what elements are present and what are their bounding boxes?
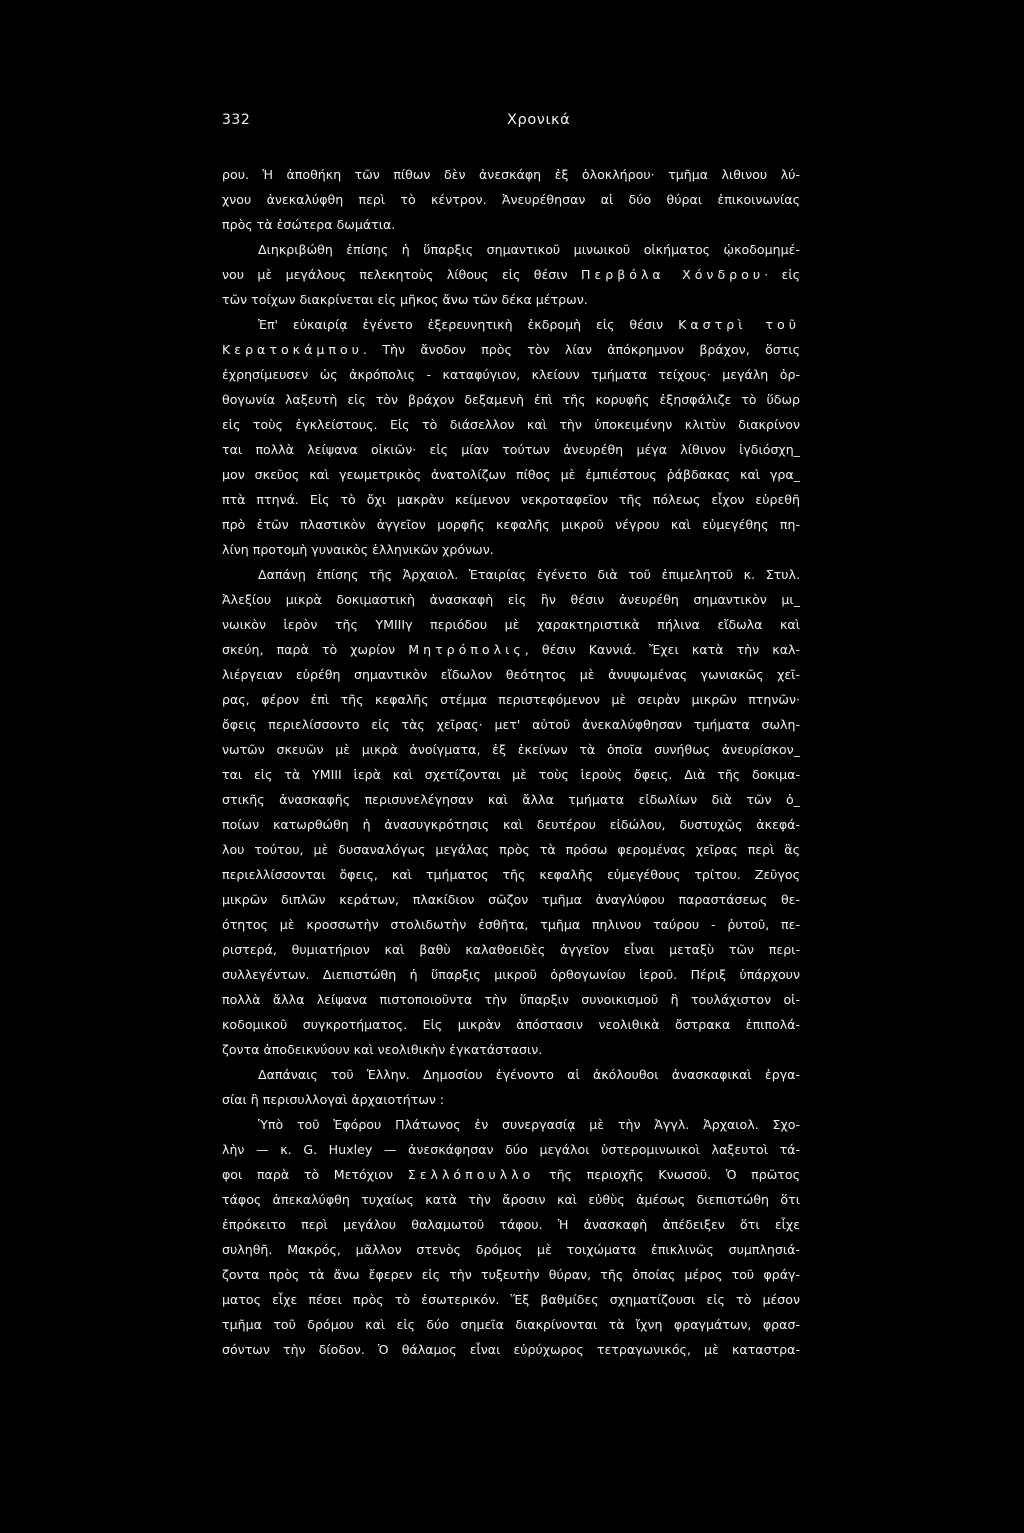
line-text: στικῆς ἀνασκαφῆς περισυνελέγησαν καὶ ἄλλα τμήματα εἰδωλίων διὰ τῶν ὁ_ [222, 792, 800, 807]
line-text: τῆς περιοχῆς Κνωσοῦ. Ὁ πρῶτος [534, 1167, 800, 1182]
paragraph [222, 162, 800, 237]
line-text: ματος εἶχε πέσει πρὸς τὸ ἐσωτερικόν. Ἕξ βαθμίδες σχηματίζουσι εἰς τὸ μέσον [222, 1292, 800, 1307]
line-text: πολλὰ ἄλλα λείψανα πιστοποιοῦντα τὴν ὕπαρξιν συνοικισμοῦ ἢ τουλάχιστον οἰ- [222, 992, 800, 1007]
letterspaced-place-name: Καστρὶ τοῦ [678, 317, 800, 332]
line-text: ζοντα ἀποδεικνύουν καὶ νεολιθικὴν ἐγκατάστασιν. [222, 1042, 543, 1057]
text-line [222, 212, 800, 237]
line-text: ζοντα πρὸς τὰ ἄνω ἔφερεν εἰς τὴν τυξευτὴν θύραν, τῆς ὁποίας μέρος τοῦ φράγ- [222, 1267, 800, 1282]
line-text: τάφος ἀπεκαλύφθη τυχαίως κατὰ τὴν ἄροσιν καὶ εὐθὺς ἀμέσως διεπιστώθη ὅτι [222, 1192, 800, 1207]
text-line [222, 787, 800, 812]
paragraph [222, 562, 800, 1062]
line-text: σίαι ἢ περισυλλογαὶ ἀρχαιοτήτων : [222, 1092, 445, 1107]
letterspaced-place-name: Σελλόπουλλο [407, 1167, 535, 1182]
line-text: χνου ἀνεκαλύφθη περὶ τὸ κέντρον. Ἀνευρέθησαν αἱ δύο θύραι ἐπικοινωνίας [222, 192, 800, 207]
text-line [222, 262, 800, 287]
line-text: Ὑπὸ τοῦ Ἐφόρου Πλάτωνος ἐν συνεργασίᾳ μὲ τὴν Ἀγγλ. Ἀρχαιολ. Σχο- [258, 1117, 800, 1132]
text-line [222, 1262, 800, 1287]
text-line [222, 462, 800, 487]
text-line [222, 1237, 800, 1262]
line-text: κοδομικοῦ συγκροτήματος. Εἰς μικρὰν ἀπόστασιν νεολιθικὰ ὄστρακα ἐπιπολά- [222, 1017, 800, 1032]
line-text: · εἰς [764, 267, 800, 282]
line-text: πρὸς τὰ ἐσώτερα δωμάτια. [222, 217, 396, 232]
line-text: λὴν — κ. G. Huxley — ἀνεσκάφησαν δύο μεγάλοι ὑστερομινωικοὶ λαξευτοὶ τά- [222, 1142, 800, 1157]
line-text: τμῆμα τοῦ δρόμου καὶ εἰς δύο σημεῖα διακρίνονται τὰ ἴχνη φραγμάτων, φρασ- [222, 1317, 800, 1332]
line-text: Ἐπ' εὐκαιρίᾳ ἐγένετο ἐξερευνητικὴ ἐκδρομὴ εἰς θέσιν [258, 317, 679, 332]
line-text: ται πολλὰ λείψανα οἰκιῶν· εἰς μίαν τούτων ἀνευρέθη μέγα λίθινον ἰγδιόσχη_ [222, 442, 800, 457]
text-line [222, 837, 800, 862]
line-text: ἐπρόκειτο περὶ μεγάλου θαλαμωτοῦ τάφου. Ἡ ἀνασκαφὴ ἀπέδειξεν ὅτι εἶχε [222, 1217, 800, 1232]
text-line [222, 1212, 800, 1237]
text-line [222, 287, 800, 312]
text-line [222, 737, 800, 762]
line-text: ότητος μὲ κροσσωτὴν στολιδωτὴν ἐσθῆτα, τμῆμα πηλινου ταύρου - ῥυτοῦ, πε- [222, 917, 800, 932]
paragraph [222, 1062, 800, 1112]
line-text: συλλεγέντων. Διεπιστώθη ἡ ὕπαρξις μικροῦ ὀρθογωνίου ἱεροῦ. Πέριξ ὑπάρχουν [222, 967, 800, 982]
text-line [222, 312, 800, 337]
line-text: τῶν τοίχων διακρίνεται εἰς μῆκος ἄνω τῶν δέκα μέτρων. [222, 292, 588, 307]
text-line [222, 612, 800, 637]
line-text: νωτῶν σκευῶν μὲ μικρὰ ἀνοίγματα, ἐξ ἐκείνων τὰ ὁποῖα συνήθως ἀνευρίσκον_ [222, 742, 800, 757]
text-line [222, 687, 800, 712]
line-text: λου τούτου, μὲ δυσαναλόγως μεγάλας πρὸς τὰ πρόσω φερομένας χεῖρας περὶ ἃς [222, 842, 800, 857]
line-text: ται εἰς τὰ ΥΜΙΙΙ ἱερὰ καὶ σχετίζονται μὲ τοὺς ἱεροὺς ὄφεις. Διὰ τῆς δοκιμα- [222, 767, 800, 782]
line-text: νου μὲ μεγάλους πελεκητοὺς λίθους εἰς θέσιν [222, 267, 581, 282]
text-line [222, 187, 800, 212]
running-title: Χρονικά [507, 112, 571, 128]
text-line [222, 762, 800, 787]
line-text: ὄφεις περιελίσσοντο εἰς τὰς χεῖρας· μετ' αὐτοῦ ἀνεκαλύφθησαν τμήματα σωλη- [222, 717, 800, 732]
text-line [222, 987, 800, 1012]
paragraph [222, 237, 800, 312]
letterspaced-place-name: Μητρόπολις [408, 642, 525, 657]
text-line [222, 962, 800, 987]
line-text: , θέσιν Καννιά. Ἔχει κατὰ τὴν καλ- [524, 642, 800, 657]
text-line [222, 437, 800, 462]
text-line [222, 887, 800, 912]
text-line [222, 487, 800, 512]
text-line [222, 662, 800, 687]
line-text: Δαπάναις τοῦ Ἑλλην. Δημοσίου ἐγένοντο αἱ ἀκόλουθοι ἀνασκαφικαὶ ἐργα- [258, 1067, 800, 1082]
line-text: λιέργειαν εὑρέθη σημαντικὸν εἴδωλον θεότητος μὲ ἀνυψωμένας γωνιακῶς χεῖ- [222, 667, 800, 682]
line-text: μικρῶν διπλῶν κεράτων, πλακίδιον σῶζον τμῆμα ἀναγλύφου παραστάσεως θε- [222, 892, 800, 907]
text-line [222, 362, 800, 387]
line-text: σόντων τὴν δίοδον. Ὁ θάλαμος εἶναι εὐρύχωρος τετραγωνικός, μὲ καταστρα- [222, 1342, 800, 1357]
line-text: φοι παρὰ τὸ Μετόχιον [222, 1167, 408, 1182]
line-text: Δαπάνῃ ἐπίσης τῆς Ἀρχαιολ. Ἑταιρίας ἐγένετο διὰ τοῦ ἐπιμελητοῦ κ. Στυλ. [258, 567, 800, 582]
line-text: . Τὴν ἄνοδον πρὸς τὸν λίαν ἀπόκρημνον βράχον, ὅστις [362, 342, 800, 357]
text-line [222, 937, 800, 962]
paragraph [222, 312, 800, 562]
line-text: ποίων κατωρθώθη ἡ ἀνασυγκρότησις καὶ δευτέρου εἰδώλου, δυστυχῶς ἀκεφά- [222, 817, 800, 832]
line-text: ἐχρησίμευσεν ὡς ἀκρόπολις - καταφύγιον, κλείουν τμήματα τείχους· μεγάλη ὀρ- [222, 367, 800, 382]
text-line [222, 812, 800, 837]
line-text: θογωνία λαξευτὴ εἰς τὸν βράχον δεξαμενὴ ἐπὶ τῆς κορυφῆς ἐξησφάλιζε τὸ ὕδωρ [222, 392, 800, 407]
text-line [222, 1062, 800, 1087]
text-line [222, 387, 800, 412]
text-line [222, 237, 800, 262]
letterspaced-place-name: Κερατοκάμπου [222, 342, 363, 357]
line-text: νωικὸν ἱερὸν τῆς ΥΜΙΙΙγ περιόδου μὲ χαρακτηριστικὰ πήλινα εἴδωλα καὶ [222, 617, 800, 632]
article-body [222, 162, 800, 1362]
text-line [222, 1137, 800, 1162]
paragraph [222, 1112, 800, 1362]
text-line [222, 587, 800, 612]
line-text: σκεύη, παρὰ τὸ χωρίον [222, 642, 409, 657]
line-text: λίνη προτομὴ γυναικὸς ἑλληνικῶν χρόνων. [222, 542, 494, 557]
line-text: περιελλίσσονται ὄφεις, καὶ τμήματος τῆς κεφαλῆς εὐμεγέθους τρίτου. Ζεῦγος [222, 867, 800, 882]
text-line [222, 1337, 800, 1362]
text-line [222, 512, 800, 537]
text-line [222, 1087, 800, 1112]
line-text: μον σκεῦος καὶ γεωμετρικὸς ἀνατολίζων πίθος μὲ ἐμπιέστους ῥάβδακας καὶ γρα_ [222, 467, 800, 482]
text-line [222, 562, 800, 587]
text-line [222, 537, 800, 562]
text-line [222, 337, 800, 362]
text-line [222, 162, 800, 187]
letterspaced-place-name: Περβόλα Χόνδρου [580, 267, 765, 282]
text-line [222, 712, 800, 737]
line-text: ριστερά, θυμιατήριον καὶ βαθὺ καλαθοειδὲς ἀγγεῖον εἶναι μεταξὺ τῶν περι- [222, 942, 800, 957]
text-line [222, 912, 800, 937]
text-line [222, 1162, 800, 1187]
line-text: εἰς τοὺς ἐγκλείστους. Εἰς τὸ διάσελλον καὶ τὴν ὑποκειμένην κλιτὺν διακρίνον [222, 417, 800, 432]
line-text: ρας, φέρον ἐπὶ τῆς κεφαλῆς στέμμα περιστεφόμενον μὲ σειρὰν μικρῶν πτηνῶν· [222, 692, 800, 707]
text-line [222, 1312, 800, 1337]
line-text: πρὸ ἐτῶν πλαστικὸν ἀγγεῖον μορφῆς κεφαλῆς μικροῦ νέγρου καὶ εὐμεγέθης πη- [222, 517, 800, 532]
text-line [222, 1012, 800, 1037]
text-line [222, 1112, 800, 1137]
text-line [222, 862, 800, 887]
line-text: Ἀλεξίου μικρὰ δοκιμαστικὴ ἀνασκαφὴ εἰς ἣν θέσιν ἀνευρέθη σημαντικὸν μι_ [222, 592, 800, 607]
line-text: πτὰ πτηνά. Εἰς τὸ ὄχι μακρὰν κείμενον νεκροταφεῖον τῆς πόλεως εἶχον εὑρεθῆ [222, 492, 800, 507]
line-text: Διηκριβώθη ἐπίσης ἡ ὕπαρξις σημαντικοῦ μινωικοῦ οἰκήματος ᾠκοδομημέ- [258, 242, 800, 257]
text-line [222, 1037, 800, 1062]
line-text: συληθῆ. Μακρός, μᾶλλον στενὸς δρόμος μὲ τοιχώματα ἐπικλινῶς συμπλησιά- [222, 1242, 800, 1257]
text-line [222, 637, 800, 662]
text-line [222, 412, 800, 437]
text-line [222, 1287, 800, 1312]
text-line [222, 1187, 800, 1212]
line-text: ρου. Ἡ ἀποθήκη τῶν πίθων δὲν ἀνεσκάφη ἐξ ὁλοκλήρου· τμῆμα λιθινου λύ- [222, 167, 800, 182]
page-number: 332 [222, 112, 251, 128]
